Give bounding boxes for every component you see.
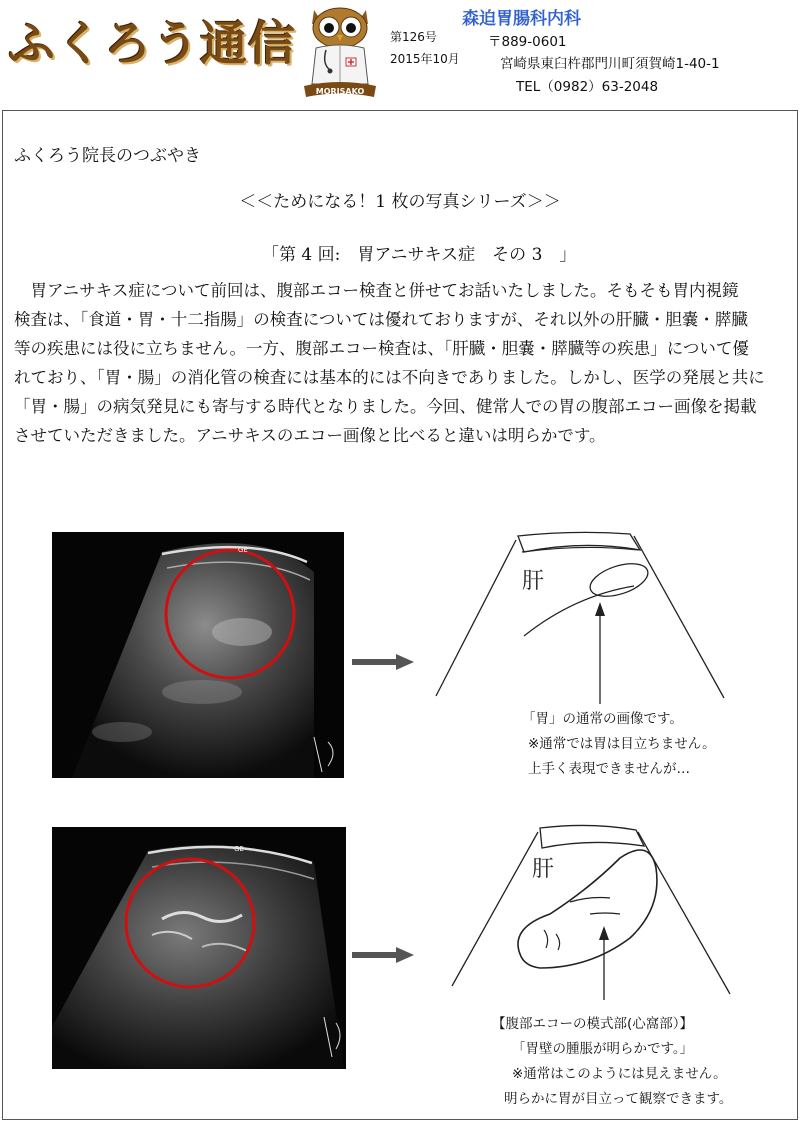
paragraph-line: 胃アニサキス症について前回は、腹部エコー検査と併せてお話いたしました。そもそも胃内視鏡	[14, 281, 739, 300]
liver-label: 肝	[532, 857, 555, 882]
paragraph-line: 検査は、「食道・胃・十二指腸」の検査については優れておりますが、それ以外の肝臓・胆嚢・膵臓	[14, 310, 748, 329]
ultrasound-image-anisakis-stomach	[52, 827, 346, 1069]
arrow-right-icon	[352, 654, 414, 670]
issue-number: 第126号	[390, 30, 437, 44]
clinic-address: 宮崎県東臼杵郡門川町須賀崎1-40-1	[500, 56, 720, 72]
svg-text:GE: GE	[238, 546, 248, 554]
postal-code: 〒889-0601	[488, 34, 567, 50]
paragraph-line: 等の疾患には役に立ちません。一方、腹部エコー検査は、「肝臓・胆嚢・膵臓等の疾患」について優	[14, 339, 749, 358]
caption-line: 明らかに胃が目立って観察できます。	[504, 1091, 733, 1107]
paragraph-line: れており、「胃・腸」の消化管の検査には基本的には不向きでありました。しかし、医学の発展と共に	[14, 368, 765, 387]
paragraph-line: させていただきました。アニサキスのエコー画像と比べると違いは明らかです。	[14, 426, 606, 445]
caption-line: 【腹部エコーの模式部(心窩部）】	[492, 1016, 694, 1032]
newsletter-title: ふくろう通信	[8, 17, 296, 72]
figure-caption-normal	[522, 707, 716, 782]
caption-line: 「胃」の通常の画像です。	[522, 711, 683, 727]
arrow-right-icon	[352, 947, 414, 963]
figure-caption-anisakis	[492, 1012, 732, 1112]
paragraph-line: 「胃・腸」の病気発見にも寄与する時代となりました。今回、健常人での胃の腹部エコー画像を掲載	[14, 397, 757, 416]
clinic-phone: TEL（0982）63-2048	[516, 79, 659, 95]
column-title: ふくろう院長のつぶやき	[14, 146, 201, 166]
caption-line: ※通常はこのようには見えません。	[512, 1066, 727, 1082]
liver-label: 肝	[522, 569, 545, 594]
issue-info	[390, 26, 460, 70]
mascot-banner-text: MORISAKO	[315, 87, 365, 96]
stomach-sketch-normal	[424, 526, 744, 706]
caption-line: 「胃壁の腫脹が明らかです。」	[512, 1041, 694, 1057]
article-body	[14, 276, 786, 450]
clinic-name: 森迫胃腸科内科	[462, 9, 581, 29]
newsletter-masthead	[8, 10, 308, 80]
issue-date: 2015年10月	[390, 52, 460, 66]
owl-doctor-mascot	[302, 4, 378, 98]
caption-line: 上手く表現できませんが…	[528, 761, 690, 777]
caption-line: ※通常では胃は目立ちません。	[528, 736, 716, 752]
stomach-sketch-anisakis	[440, 818, 740, 1002]
ultrasound-image-normal-stomach	[52, 532, 344, 778]
episode-title: 「第 4 回: 胃アニサキス症 その 3 」	[262, 245, 577, 265]
series-title: ＜＜ためになる！1 枚の写真シリーズ＞＞	[239, 192, 561, 212]
svg-text:GE: GE	[234, 845, 244, 853]
